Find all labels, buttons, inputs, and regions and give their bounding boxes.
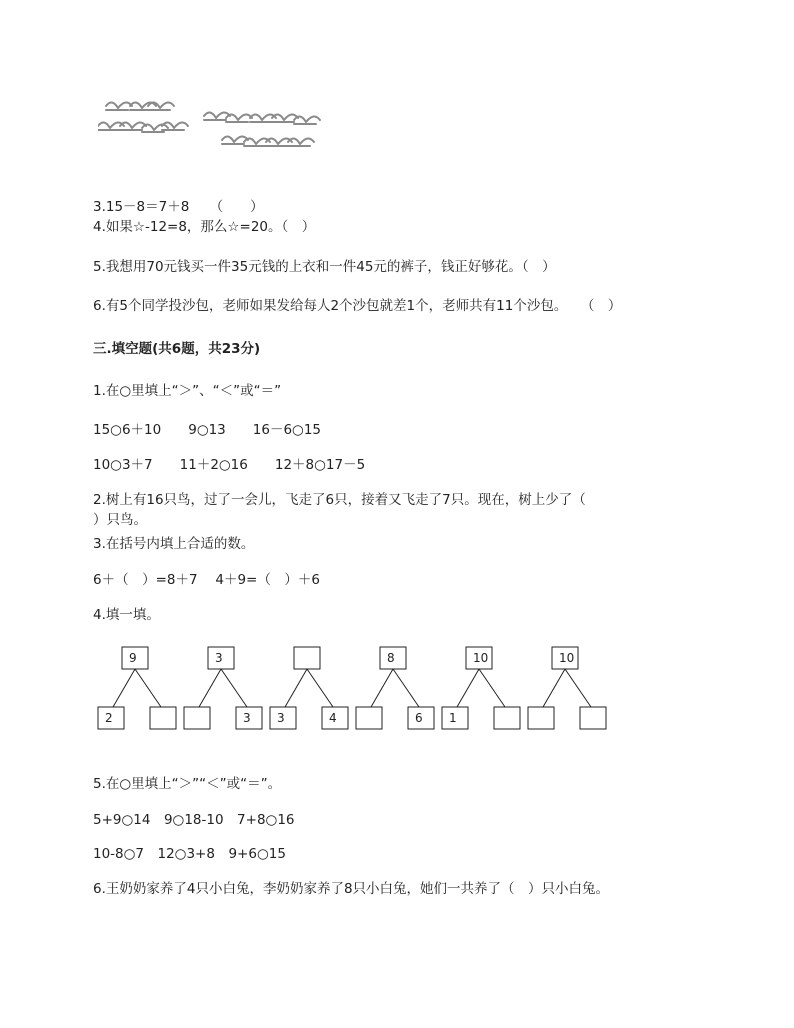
bond-branch-left (285, 669, 307, 707)
bird-icon (106, 102, 132, 110)
bond-branch-right (135, 669, 161, 707)
bond-branch-right (307, 669, 333, 707)
fill-question-1-row-1: 15○6＋10 9○13 16－6○15 (93, 422, 321, 438)
fill-question-2-line-2: ）只鸟。 (93, 512, 147, 528)
bond-right-number: 6 (415, 711, 423, 725)
bond-left-box (184, 707, 210, 729)
bond-branch-left (199, 669, 221, 707)
fill-question-2-line-1: 2.树上有16只鸟，过了一会儿，飞走了6只，接着又飞走了7只。现在，树上少了（ (93, 492, 586, 508)
judgement-question-5: 5.我想用70元钱买一件35元钱的上衣和一件45元的裤子，钱正好够花。（ ） (93, 259, 556, 275)
bond-right-number: 3 (243, 711, 251, 725)
fill-question-3-prompt: 3.在括号内填上合适的数。 (93, 536, 255, 552)
bond-branch-right (565, 669, 591, 707)
bond-left-number: 3 (277, 711, 285, 725)
bond-branch-right (221, 669, 247, 707)
number-bond-diagrams (0, 645, 794, 735)
fill-question-1-prompt: 1.在○里填上“＞”、“＜”或“＝” (93, 383, 282, 399)
bond-branch-left (543, 669, 565, 707)
bond-top-number: 8 (387, 651, 395, 665)
birds-image (98, 96, 328, 158)
bond-left-number: 1 (449, 711, 457, 725)
bond-left-box (528, 707, 554, 729)
bird-icon (294, 116, 320, 124)
fill-question-1-row-2: 10○3＋7 11＋2○16 12＋8○17－5 (93, 457, 366, 473)
bond-branch-right (479, 669, 505, 707)
fill-question-5-row-2: 10-8○7 12○3+8 9+6○15 (93, 846, 286, 862)
bond-top-number: 3 (215, 651, 223, 665)
bird-icon (226, 114, 252, 122)
bond-branch-left (457, 669, 479, 707)
bond-top-box (294, 647, 320, 669)
fill-question-5-row-1: 5+9○14 9○18-10 7+8○16 (93, 812, 295, 828)
bond-branch-left (113, 669, 135, 707)
fill-question-5-prompt: 5.在○里填上“＞”“＜”或“＝”。 (93, 776, 282, 792)
bond-left-number: 2 (105, 711, 113, 725)
bond-top-number: 9 (129, 651, 137, 665)
section-title: 三.填空题(共6题，共23分) (93, 341, 261, 357)
bond-right-number: 4 (329, 711, 337, 725)
birds-illustration (98, 96, 328, 162)
bond-right-box (150, 707, 176, 729)
judgement-question-6: 6.有5个同学投沙包，老师如果发给每人2个沙包就差1个，老师共有11个沙包。 （ ） (93, 298, 622, 314)
bond-top-number: 10 (473, 651, 489, 665)
bond-top-number: 10 (559, 651, 575, 665)
bond-branch-right (393, 669, 419, 707)
bond-right-box (494, 707, 520, 729)
judgement-question-3: 3.15－8＝7＋8 （ ） (93, 199, 264, 215)
bond-left-box (356, 707, 382, 729)
number-bond-svg (0, 645, 794, 735)
fill-question-3-row: 6＋（ ）=8＋7 4＋9=（ ）＋6 (93, 572, 320, 588)
bond-right-box (580, 707, 606, 729)
bond-branch-left (371, 669, 393, 707)
fill-question-4-prompt: 4.填一填。 (93, 607, 160, 623)
judgement-question-4: 4.如果☆-12=8，那么☆=20。（ ） (93, 219, 316, 235)
bird-icon (148, 102, 174, 110)
fill-question-6: 6.王奶奶家养了4只小白兔，李奶奶家养了8只小白兔，她们一共养了（ ）只小白兔。 (93, 881, 610, 897)
